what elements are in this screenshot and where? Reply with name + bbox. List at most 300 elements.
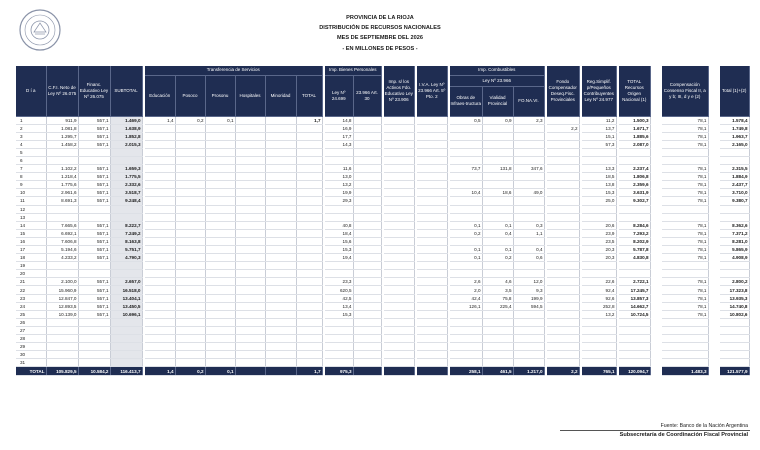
value-cell	[265, 221, 296, 229]
value-cell	[513, 237, 544, 245]
value-cell	[547, 116, 579, 124]
value-cell	[417, 189, 447, 197]
value-cell	[265, 343, 296, 351]
value-cell: 765,1	[582, 367, 616, 376]
value-cell	[353, 335, 381, 343]
col-minoridad: Minoridad	[265, 75, 296, 116]
value-cell	[78, 156, 110, 164]
value-cell: 2,2	[547, 367, 579, 376]
value-cell	[547, 132, 579, 140]
value-cell: 4,6	[482, 278, 513, 286]
value-cell	[325, 326, 353, 334]
value-cell	[450, 140, 482, 148]
value-cell: 1.081,8	[46, 124, 78, 132]
value-cell	[384, 132, 414, 140]
day-cell: 23	[16, 294, 46, 302]
value-cell: 5.194,6	[46, 246, 78, 254]
value-cell	[265, 286, 296, 294]
value-cell: 7.371,2	[720, 229, 749, 237]
value-cell	[145, 335, 175, 343]
value-cell	[619, 213, 650, 221]
value-cell: 1.659,3	[110, 165, 142, 173]
table-row	[16, 148, 749, 156]
value-cell	[205, 205, 235, 213]
value-cell	[450, 351, 482, 359]
value-cell	[720, 335, 749, 343]
value-cell	[265, 213, 296, 221]
value-cell: 78,1	[662, 116, 708, 124]
value-cell	[547, 205, 579, 213]
value-cell	[235, 367, 265, 376]
value-cell: 78,1	[662, 246, 708, 254]
value-cell	[547, 254, 579, 262]
value-cell	[235, 116, 265, 124]
totals-row	[16, 367, 749, 376]
value-cell	[482, 237, 513, 245]
value-cell	[450, 343, 482, 351]
value-cell	[175, 359, 205, 367]
value-cell: 557,1	[78, 189, 110, 197]
totals-label: TOTAL	[16, 367, 46, 376]
value-cell	[582, 318, 616, 326]
value-cell: 22,6	[582, 278, 616, 286]
day-cell: 8	[16, 173, 46, 181]
value-cell: 13,7	[582, 124, 616, 132]
value-cell: 2.165,0	[720, 140, 749, 148]
value-cell	[235, 221, 265, 229]
value-cell	[175, 246, 205, 254]
value-cell	[235, 278, 265, 286]
value-cell	[145, 318, 175, 326]
value-cell	[265, 246, 296, 254]
value-cell	[353, 221, 381, 229]
value-cell	[296, 262, 322, 270]
value-cell	[205, 221, 235, 229]
value-cell: 16,9	[325, 124, 353, 132]
value-cell	[145, 229, 175, 237]
value-cell	[547, 343, 579, 351]
value-cell: 0,1	[450, 221, 482, 229]
value-cell: 2,3	[513, 116, 544, 124]
table-totals	[16, 367, 749, 376]
value-cell	[265, 124, 296, 132]
value-cell	[384, 335, 414, 343]
value-cell	[482, 181, 513, 189]
value-cell	[145, 326, 175, 334]
value-cell	[175, 229, 205, 237]
value-cell	[582, 343, 616, 351]
table-row	[16, 246, 749, 254]
value-cell: 15.960,9	[46, 286, 78, 294]
report-units: - EN MILLONES DE PESOS -	[342, 46, 418, 52]
value-cell: 1.852,8	[110, 132, 142, 140]
value-cell: 73,7	[450, 165, 482, 173]
value-cell: 29,3	[325, 197, 353, 205]
value-cell	[384, 229, 414, 237]
value-cell: 4.830,8	[619, 254, 650, 262]
value-cell	[384, 351, 414, 359]
table-row	[16, 156, 749, 164]
value-cell: 2.087,0	[619, 140, 650, 148]
value-cell	[662, 326, 708, 334]
value-cell	[384, 116, 414, 124]
value-cell: 78,1	[662, 173, 708, 181]
value-cell: 10.696,1	[110, 310, 142, 318]
value-cell	[384, 181, 414, 189]
value-cell: 1,1	[513, 229, 544, 237]
value-cell	[384, 165, 414, 173]
value-cell	[482, 310, 513, 318]
value-cell	[296, 246, 322, 254]
value-cell	[619, 359, 650, 367]
value-cell	[662, 270, 708, 278]
value-cell	[353, 351, 381, 359]
value-cell	[296, 359, 322, 367]
value-cell	[547, 310, 579, 318]
day-cell: 9	[16, 181, 46, 189]
value-cell: 15,3	[325, 310, 353, 318]
value-cell: 126,1	[450, 302, 482, 310]
value-cell: 2,2	[547, 124, 579, 132]
value-cell	[513, 335, 544, 343]
value-cell	[296, 310, 322, 318]
value-cell	[662, 351, 708, 359]
value-cell	[265, 278, 296, 286]
value-cell	[145, 254, 175, 262]
value-cell: 252,8	[582, 302, 616, 310]
table-row	[16, 278, 749, 286]
table-row	[16, 351, 749, 359]
value-cell: 557,1	[78, 165, 110, 173]
value-cell	[384, 156, 414, 164]
value-cell	[296, 197, 322, 205]
value-cell	[482, 262, 513, 270]
day-cell: 12	[16, 205, 46, 213]
value-cell	[145, 221, 175, 229]
value-cell	[325, 262, 353, 270]
value-cell	[384, 173, 414, 181]
value-cell	[482, 213, 513, 221]
value-cell	[513, 351, 544, 359]
value-cell: 557,1	[78, 302, 110, 310]
value-cell: 975,3	[325, 367, 353, 376]
value-cell	[205, 132, 235, 140]
value-cell	[296, 270, 322, 278]
value-cell: 9.248,4	[110, 197, 142, 205]
value-cell: 225,4	[482, 302, 513, 310]
value-cell	[582, 213, 616, 221]
value-cell	[450, 262, 482, 270]
table-row	[16, 221, 749, 229]
value-cell	[547, 302, 579, 310]
value-cell: 2.332,6	[110, 181, 142, 189]
value-cell	[582, 335, 616, 343]
value-cell	[417, 148, 447, 156]
value-cell	[384, 286, 414, 294]
value-cell: 0,3	[513, 221, 544, 229]
value-cell	[547, 359, 579, 367]
value-cell	[547, 270, 579, 278]
value-cell	[662, 262, 708, 270]
value-cell: 7.293,2	[619, 229, 650, 237]
value-cell	[450, 181, 482, 189]
value-cell	[417, 205, 447, 213]
col-fondo: Fondo Compensador Deseq.Fisc. Provinciales	[547, 66, 579, 116]
value-cell: 7.249,2	[110, 229, 142, 237]
value-cell	[582, 205, 616, 213]
value-cell: 20,3	[582, 254, 616, 262]
table-row	[16, 343, 749, 351]
value-cell: 557,1	[78, 278, 110, 286]
day-cell: 21	[16, 278, 46, 286]
value-cell	[513, 148, 544, 156]
value-cell	[110, 270, 142, 278]
value-cell: 78,1	[662, 254, 708, 262]
value-cell	[145, 213, 175, 221]
value-cell	[325, 343, 353, 351]
value-cell	[662, 335, 708, 343]
value-cell	[513, 359, 544, 367]
col-iva: I.V.A. Ley Nº 23.966 Art. 5º Pto. 2	[417, 66, 447, 116]
value-cell: 13,3	[582, 165, 616, 173]
col-educacion: Educación	[145, 75, 175, 116]
value-cell	[296, 205, 322, 213]
value-cell: 0,2	[450, 229, 482, 237]
value-cell: 42,4	[450, 294, 482, 302]
value-cell: 1.217,0	[513, 367, 544, 376]
value-cell	[720, 343, 749, 351]
value-cell	[450, 213, 482, 221]
value-cell	[110, 156, 142, 164]
value-cell	[205, 359, 235, 367]
value-cell: 78,1	[662, 310, 708, 318]
value-cell	[110, 326, 142, 334]
value-cell	[265, 165, 296, 173]
value-cell	[296, 213, 322, 221]
value-cell	[582, 148, 616, 156]
value-cell	[235, 237, 265, 245]
value-cell: 13,8	[582, 181, 616, 189]
table-row	[16, 229, 749, 237]
value-cell	[482, 140, 513, 148]
value-cell	[720, 270, 749, 278]
value-cell	[662, 156, 708, 164]
value-cell: 78,1	[662, 221, 708, 229]
value-cell	[175, 181, 205, 189]
table-row	[16, 181, 749, 189]
value-cell	[46, 326, 78, 334]
value-cell: 57,3	[582, 140, 616, 148]
day-cell: 20	[16, 270, 46, 278]
value-cell	[46, 359, 78, 367]
value-cell: 78,1	[662, 294, 708, 302]
value-cell	[205, 310, 235, 318]
value-cell: 3,5	[482, 286, 513, 294]
value-cell: 13,0	[325, 173, 353, 181]
value-cell	[513, 181, 544, 189]
value-cell	[417, 294, 447, 302]
value-cell	[582, 156, 616, 164]
value-cell: 0,1	[205, 367, 235, 376]
value-cell	[46, 270, 78, 278]
value-cell	[78, 335, 110, 343]
value-cell	[513, 205, 544, 213]
value-cell	[205, 343, 235, 351]
value-cell: 557,1	[78, 173, 110, 181]
value-cell: 78,1	[662, 229, 708, 237]
value-cell	[417, 326, 447, 334]
value-cell	[78, 148, 110, 156]
value-cell	[353, 237, 381, 245]
day-cell: 25	[16, 310, 46, 318]
value-cell	[384, 270, 414, 278]
table-row	[16, 310, 749, 318]
value-cell	[417, 351, 447, 359]
value-cell: 1.469,0	[110, 116, 142, 124]
value-cell	[662, 318, 708, 326]
value-cell	[417, 124, 447, 132]
value-cell: 594,5	[513, 302, 544, 310]
value-cell: 0,4	[482, 229, 513, 237]
col-posoco: Posoco	[175, 75, 205, 116]
value-cell: 10,4	[450, 189, 482, 197]
value-cell: 8.362,6	[720, 221, 749, 229]
value-cell	[720, 205, 749, 213]
table-row	[16, 359, 749, 367]
value-cell: 8.202,9	[619, 237, 650, 245]
value-cell	[235, 197, 265, 205]
value-cell: 1.102,2	[46, 165, 78, 173]
value-cell	[175, 213, 205, 221]
value-cell	[46, 318, 78, 326]
value-cell	[619, 270, 650, 278]
value-cell	[417, 116, 447, 124]
value-cell	[145, 205, 175, 213]
value-cell	[265, 132, 296, 140]
value-cell	[353, 181, 381, 189]
value-cell	[417, 237, 447, 245]
col-group-combustibles: Imp. Combustibles	[450, 66, 544, 75]
value-cell	[482, 205, 513, 213]
value-cell	[235, 132, 265, 140]
value-cell	[513, 156, 544, 164]
value-cell: 258,1	[450, 367, 482, 376]
value-cell	[417, 254, 447, 262]
value-cell	[547, 140, 579, 148]
value-cell	[265, 302, 296, 310]
value-cell: 78,1	[662, 278, 708, 286]
value-cell	[619, 335, 650, 343]
value-cell	[296, 254, 322, 262]
value-cell	[205, 302, 235, 310]
day-cell: 1	[16, 116, 46, 124]
value-cell	[417, 278, 447, 286]
value-cell	[720, 326, 749, 334]
value-cell: 1.295,7	[46, 132, 78, 140]
value-cell	[720, 359, 749, 367]
value-cell: 78,1	[662, 189, 708, 197]
value-cell: 0,6	[513, 254, 544, 262]
value-cell: 17.323,8	[720, 286, 749, 294]
value-cell: 78,1	[662, 165, 708, 173]
value-cell: 49,0	[513, 189, 544, 197]
value-cell	[145, 270, 175, 278]
value-cell	[662, 359, 708, 367]
value-cell: 11,6	[325, 165, 353, 173]
value-cell: 0,5	[450, 116, 482, 124]
table-body	[16, 116, 749, 367]
value-cell	[450, 173, 482, 181]
value-cell: 557,1	[78, 221, 110, 229]
value-cell: 0,2	[175, 116, 205, 124]
table-row	[16, 294, 749, 302]
value-cell	[175, 197, 205, 205]
value-cell	[265, 140, 296, 148]
value-cell	[145, 310, 175, 318]
value-cell	[417, 367, 447, 376]
value-cell: 1.638,9	[110, 124, 142, 132]
value-cell	[145, 124, 175, 132]
value-cell	[296, 173, 322, 181]
col-subtotal: SUBTOTAL	[110, 66, 142, 116]
value-cell	[582, 359, 616, 367]
value-cell: 557,1	[78, 237, 110, 245]
day-cell: 16	[16, 237, 46, 245]
value-cell: 2.657,0	[110, 278, 142, 286]
value-cell	[547, 229, 579, 237]
value-cell	[296, 124, 322, 132]
value-cell: 5.787,8	[619, 246, 650, 254]
value-cell	[513, 140, 544, 148]
value-cell	[353, 343, 381, 351]
value-cell	[205, 229, 235, 237]
value-cell	[205, 213, 235, 221]
value-cell: 78,1	[662, 124, 708, 132]
value-cell: 13,2	[325, 181, 353, 189]
value-cell: 17,7	[325, 132, 353, 140]
value-cell: 75,8	[482, 294, 513, 302]
value-cell	[482, 335, 513, 343]
value-cell	[78, 262, 110, 270]
value-cell	[235, 173, 265, 181]
value-cell	[325, 213, 353, 221]
value-cell	[235, 351, 265, 359]
col-activos: Imp. s/ los Activos Fdo. Educativo Ley Nº 23.906	[384, 66, 414, 116]
office-name: Subsecretaría de Coordinación Fiscal Provincial	[619, 432, 748, 438]
value-cell	[175, 302, 205, 310]
value-cell	[384, 148, 414, 156]
value-cell: 557,1	[78, 132, 110, 140]
value-cell	[353, 359, 381, 367]
day-cell: 7	[16, 165, 46, 173]
value-cell	[296, 343, 322, 351]
value-cell	[46, 213, 78, 221]
value-cell	[450, 318, 482, 326]
value-cell	[353, 148, 381, 156]
value-cell	[205, 351, 235, 359]
value-cell: 557,1	[78, 286, 110, 294]
value-cell	[78, 213, 110, 221]
value-cell	[296, 278, 322, 286]
value-cell	[265, 351, 296, 359]
value-cell	[265, 326, 296, 334]
value-cell	[265, 189, 296, 197]
distribution-table	[16, 66, 750, 376]
value-cell	[235, 294, 265, 302]
value-cell: 347,6	[513, 165, 544, 173]
value-cell: 10.139,0	[46, 310, 78, 318]
value-cell: 199,9	[513, 294, 544, 302]
